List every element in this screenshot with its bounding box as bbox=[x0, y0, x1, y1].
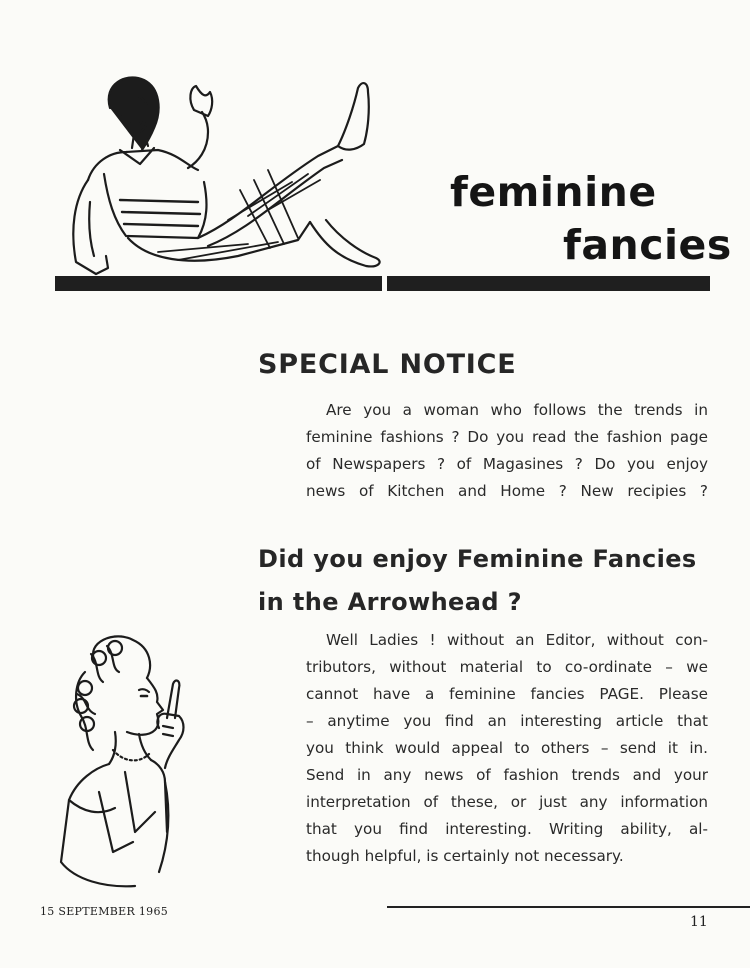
woman-thinking-illustration bbox=[55, 632, 195, 894]
paragraph-line: news of Kitchen and Home ? New recipies ? bbox=[306, 482, 708, 500]
paragraph-line: Send in any news of fashion trends and your bbox=[306, 766, 708, 784]
header-rule bbox=[55, 276, 710, 291]
page-title-line-1: feminine bbox=[450, 168, 657, 216]
special-notice-heading: SPECIAL NOTICE bbox=[258, 349, 517, 380]
feminine-fancies-heading-line-1: Did you enjoy Feminine Fancies bbox=[258, 545, 697, 573]
call-for-contributions-paragraph bbox=[306, 627, 708, 870]
woman-waving-illustration bbox=[48, 70, 393, 292]
footer-rule bbox=[387, 906, 750, 908]
paragraph-line: interpretation of these, or just any information bbox=[306, 793, 708, 811]
paragraph-line: Are you a woman who follows the trends in bbox=[326, 401, 708, 419]
paragraph-line: you think would appeal to others – send it in. bbox=[306, 739, 708, 757]
page-title-line-2: fancies bbox=[563, 221, 732, 269]
paragraph-line: cannot have a feminine fancies PAGE. Please bbox=[306, 685, 708, 703]
paragraph-line: – anytime you find an interesting article that bbox=[306, 712, 708, 730]
paragraph-line: Well Ladies ! without an Editor, without con- bbox=[326, 631, 708, 649]
feminine-fancies-heading-line-2: in the Arrowhead ? bbox=[258, 588, 522, 616]
special-notice-paragraph bbox=[306, 397, 708, 505]
paragraph-line: though helpful, is certainly not necessary. bbox=[306, 847, 624, 865]
paragraph-line: that you find interesting. Writing ability, al- bbox=[306, 820, 708, 838]
paragraph-line: of Newspapers ? of Magasines ? Do you enjoy bbox=[306, 455, 708, 473]
paragraph-line: tributors, without material to co-ordinate – we bbox=[306, 658, 708, 676]
paragraph-line: feminine fashions ? Do you read the fashion page bbox=[306, 428, 708, 446]
publication-date: 15 SEPTEMBER 1965 bbox=[40, 905, 169, 918]
page-number: 11 bbox=[690, 914, 708, 930]
